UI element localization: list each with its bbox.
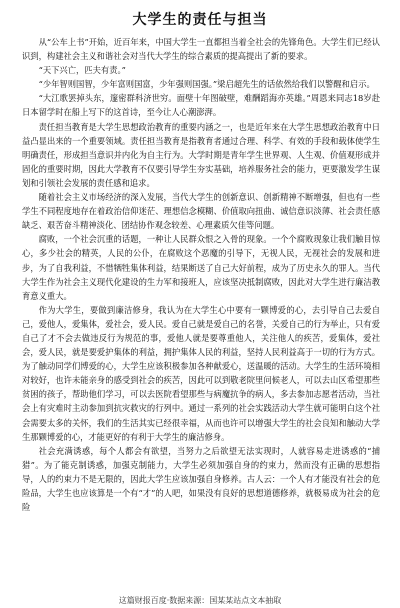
paragraph: 腐败，一个社会沉重的话题，一种让人民群众恨之入骨的现象。一个个腐败现象让我们触目惊心，多少社会的精英，人民的公仆，在腐败这个恶魔的引导下，无视人民，无视社会的发展和进步，为了自我利益，不惜牺牲集体利益，结果断送了自己大好前程，成为了历史永久的罪人。当代大学生作为社会主义现代化建设的生力军和接班人，应该坚决抵制腐败，因此对大学生进行廉洁教育意义重大。 bbox=[22, 234, 380, 301]
document-title: 大学生的责任与担当 bbox=[132, 12, 268, 28]
poem-paragraph: “大江歌罢掉头东，邃密群科济世穷。面壁十年图破壁，难酬蹈海亦英雄。”周恩来同志18岁赴日本留学时在船上写下的这首诗，至今让人心潮澎湃。 bbox=[22, 93, 380, 118]
paragraph: 随着社会主义市场经济的深入发展，当代大学生的创新意识、创新精神不断增强，但也有一些学生不同程度地存在着政治信仰迷茫、理想信念模糊、价值取向扭曲、诚信意识淡薄、社会责任感缺乏、艰苦奋斗精神淡化、团结协作观念较差、心理素质欠佳等问题。 bbox=[22, 192, 380, 231]
document-body bbox=[0, 35, 400, 514]
quote-paragraph: “少年智则国智，少年富则国富，少年强则国强。”梁启超先生的话依然给我们以警醒和启示。 bbox=[38, 79, 375, 90]
quote-paragraph: “天下兴亡，匹夫有责。” bbox=[38, 65, 126, 76]
paragraph: 社会充满诱惑，每个人都会有欲望，当努力之后欲望无法实现时，人就容易走进诱惑的“捕猎”。为了能克制诱惑，加强克制能力，大学生必须加强自身的约束力，然而没有正确的思想指导，人的约束力不是无限的，因此大学生应该加强自身修养。古人云：一个人有才能没有社会的危险品，大学生也应该算是一个有“才”的人吧，如果没有良好的思想道德修养，就极易成为社会的危险 bbox=[22, 445, 380, 513]
page-footer: 这篇财报百度·数据来源：国某某站点文本抽取 bbox=[118, 596, 282, 605]
paragraph: 责任担当教育是大学生思想政治教育的重要内涵之一，也是近年来在大学生思想政治教育中日益凸显出来的一个重要领域。责任担当教育是指教育者通过合理、科学、有效的手段和载体使学生明确责任，形成担当意识并内化为自主行为。大学时期是青年学生世界观、人生观、价值观形成并固化的重要时期，因此大学教育不仅要引导学生夯实基础，培养服务社会的能力，更要激发学生谋划和引领社会发展的责任感和追求。 bbox=[22, 121, 380, 188]
paragraph: 从“公车上书”开始，近百年来，中国大学生一直都担当着全社会的先锋角色。大学生们已经认识到，构建社会主义和谐社会对当代大学生的综合素质的提高提出了新的要求。 bbox=[22, 37, 380, 62]
paragraph: 作为大学生，要做到廉洁修身，我认为在大学生心中要有一颗博爱的心，去引导自己去爱自己，爱他人，爱集体，爱社会，爱人民。爱自己就是爱自己的名誉，关爱自己的行为举止，只有爱自己了才不会去做违反行为规范的事，爱他人就是要尊重他人，关注他人的疾苦，爱集体，爱社会，爱人民，就是要爱护集体的利益，拥护集体人民的利益，坚持人民利益高于一切的行为方式。为了触动同学们博爱的心，大学生应该积极参加各种献爱心，送温暖的活动。大学生的生活环境相对较好，也许未能亲身的感受到社会的疾苦，因此可以到敬老院里问候老人，可以去山区希望那些贫困的孩子，帮助他们学习，可以去医院看望那些与病魔抗争的病人，多去参加志愿者活动，当社会上有灾难时主动参加到抗灾救灾的行列中。通过一系列的社会实践活动大学生就可能明白这个社会需要太多的关怀，我们的生活其实已经很幸福，从而也许可以增强大学生的社会良知和触动大学生那颗博爱的心，才能更好的有利于大学生的廉洁修身。 bbox=[22, 304, 380, 442]
